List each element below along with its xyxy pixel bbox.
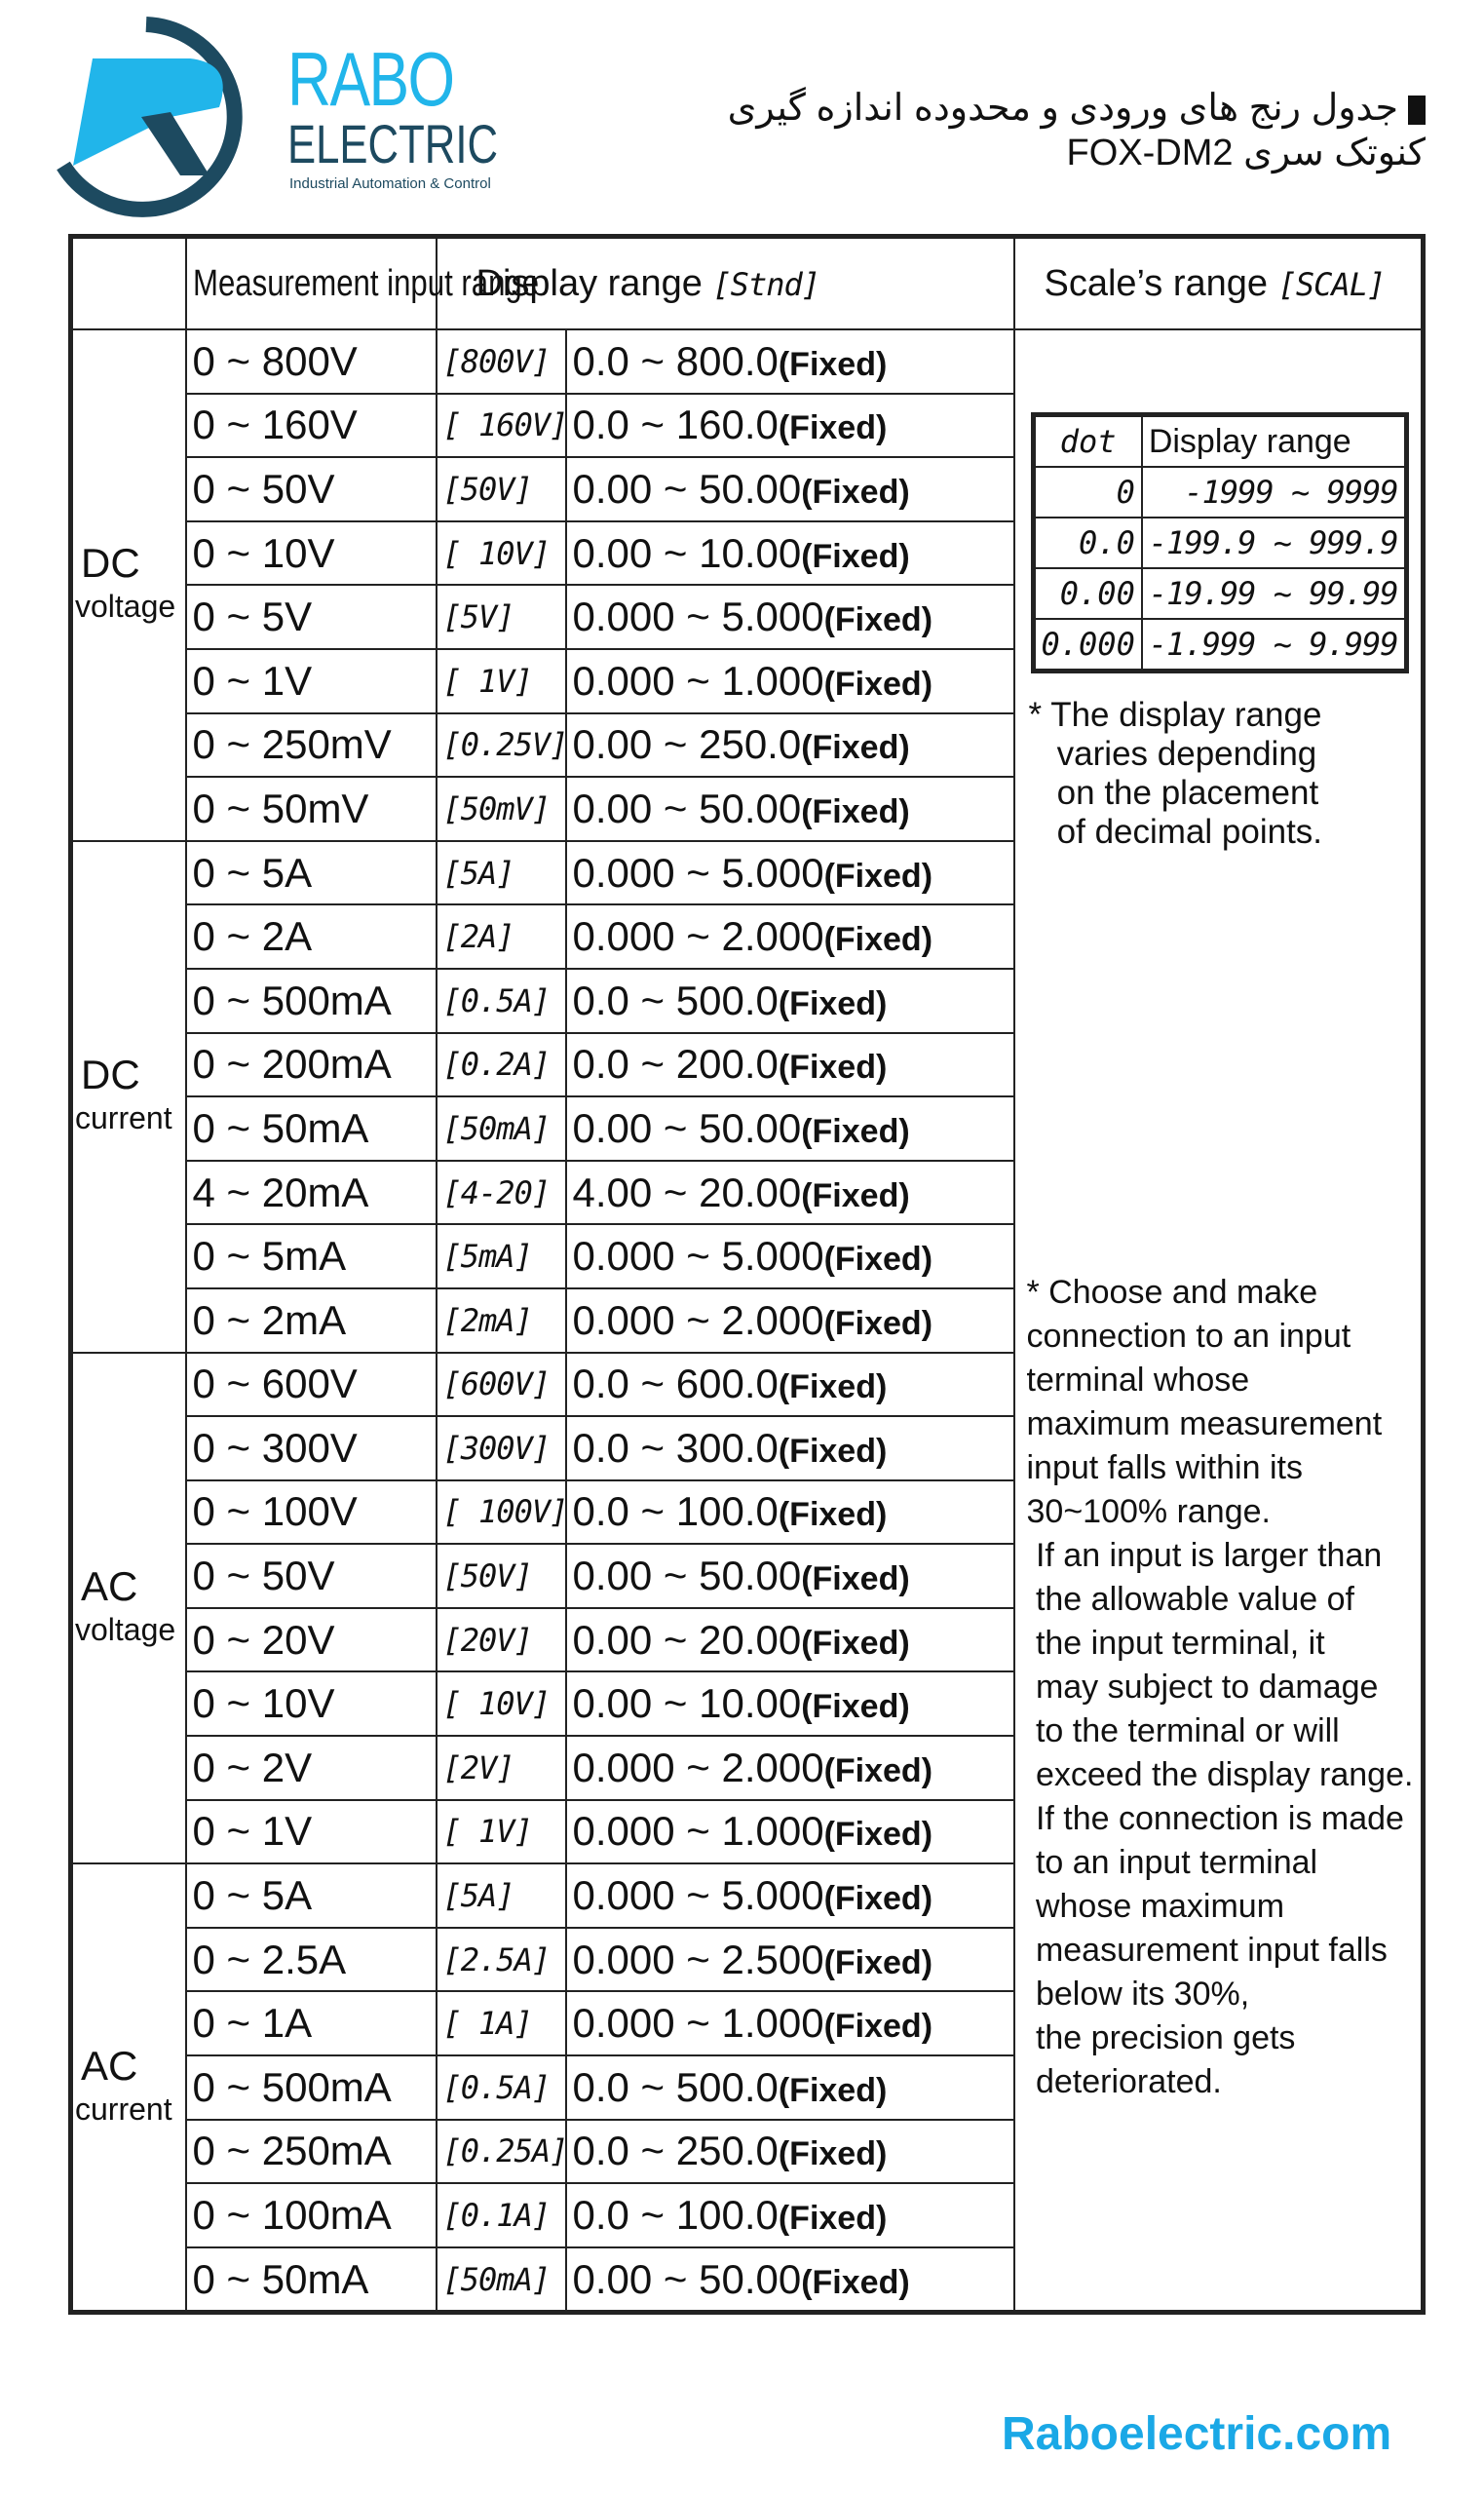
display-range-cell: 0.0 ~ 500.0(Fixed) xyxy=(566,969,1014,1033)
range-code-cell: [0.25A] xyxy=(437,2120,566,2184)
fixed-label: (Fixed) xyxy=(778,984,888,1022)
range-code-cell: [2V] xyxy=(437,1736,566,1800)
input-range-cell: 0 ~ 600V xyxy=(186,1353,437,1417)
page-title xyxy=(728,86,1426,175)
display-range-cell: 0.000 ~ 5.000(Fixed) xyxy=(566,841,1014,905)
input-range-cell: 0 ~ 5V xyxy=(186,585,437,649)
display-range-cell: 0.0 ~ 200.0(Fixed) xyxy=(566,1033,1014,1097)
input-range-cell: 4 ~ 20mA xyxy=(186,1161,437,1225)
range-code-cell: [ 10V] xyxy=(437,1671,566,1736)
fixed-label: (Fixed) xyxy=(778,1496,888,1534)
group-label: DC voltage xyxy=(71,329,186,841)
range-code-cell: [ 160V] xyxy=(437,394,566,458)
input-range-cell: 0 ~ 50mA xyxy=(186,1096,437,1161)
range-code-cell: [4-20] xyxy=(437,1161,566,1225)
fixed-label: (Fixed) xyxy=(801,1176,910,1214)
display-range-cell: 0.00 ~ 50.00(Fixed) xyxy=(566,777,1014,841)
display-range-cell: 0.00 ~ 10.00(Fixed) xyxy=(566,521,1014,586)
input-range-table xyxy=(68,234,1426,2315)
fixed-label: (Fixed) xyxy=(801,1688,910,1726)
range-code-cell: [600V] xyxy=(437,1353,566,1417)
display-range-cell: 0.000 ~ 2.000(Fixed) xyxy=(566,1288,1014,1353)
input-range-cell: 0 ~ 50mV xyxy=(186,777,437,841)
fixed-label: (Fixed) xyxy=(778,2135,888,2173)
title-line2: کنوتک سری FOX-DM2 xyxy=(1066,133,1426,173)
range-code-cell: [800V] xyxy=(437,329,566,394)
header-input-range: Measurement input range xyxy=(186,237,437,330)
input-range-cell: 0 ~ 2.5A xyxy=(186,1928,437,1992)
range-code-cell: [50V] xyxy=(437,457,566,521)
input-range-cell: 0 ~ 5A xyxy=(186,1863,437,1928)
display-range-cell: 0.00 ~ 250.0(Fixed) xyxy=(566,713,1014,778)
fixed-label: (Fixed) xyxy=(823,1304,933,1342)
display-range-cell: 0.000 ~ 1.000(Fixed) xyxy=(566,1991,1014,2055)
input-range-cell: 0 ~ 160V xyxy=(186,394,437,458)
scale-range-cell xyxy=(1014,329,1424,2313)
fixed-label: (Fixed) xyxy=(823,1816,933,1854)
display-range-cell: 0.00 ~ 50.00(Fixed) xyxy=(566,1096,1014,1161)
input-range-cell: 0 ~ 5mA xyxy=(186,1224,437,1288)
display-range-cell: 0.000 ~ 5.000(Fixed) xyxy=(566,1224,1014,1288)
input-range-cell: 0 ~ 250mA xyxy=(186,2120,437,2184)
range-code-cell: [ 1A] xyxy=(437,1991,566,2055)
range-code-cell: [ 1V] xyxy=(437,1800,566,1864)
range-code-cell: [5A] xyxy=(437,841,566,905)
display-range-cell: 0.0 ~ 800.0(Fixed) xyxy=(566,329,1014,394)
website-link[interactable]: Raboelectric.com xyxy=(1002,2408,1392,2460)
input-range-cell: 0 ~ 800V xyxy=(186,329,437,394)
fixed-label: (Fixed) xyxy=(778,409,888,447)
fixed-label: (Fixed) xyxy=(801,1112,910,1150)
fixed-label: (Fixed) xyxy=(778,345,888,383)
logo-tagline: Industrial Automation & Control xyxy=(289,175,491,192)
display-range-cell: 0.00 ~ 20.00(Fixed) xyxy=(566,1608,1014,1672)
range-code-cell: [5V] xyxy=(437,585,566,649)
input-range-cell: 0 ~ 10V xyxy=(186,521,437,586)
display-range-cell: 0.00 ~ 50.00(Fixed) xyxy=(566,457,1014,521)
fixed-label: (Fixed) xyxy=(778,1368,888,1406)
fixed-label: (Fixed) xyxy=(801,473,910,511)
fixed-label: (Fixed) xyxy=(801,792,910,830)
range-code-cell: [2A] xyxy=(437,904,566,969)
rabo-electric-logo xyxy=(54,19,499,214)
fixed-label: (Fixed) xyxy=(823,601,933,639)
range-code-cell: [50mA] xyxy=(437,1096,566,1161)
range-code-cell: [5A] xyxy=(437,1863,566,1928)
title-line1: جدول رنج های ورودی و محدوده اندازه گیری xyxy=(727,88,1398,129)
range-code-cell: [50V] xyxy=(437,1544,566,1608)
fixed-label: (Fixed) xyxy=(823,2008,933,2046)
range-code-cell: [0.5A] xyxy=(437,969,566,1033)
display-range-cell: 0.000 ~ 5.000(Fixed) xyxy=(566,585,1014,649)
input-range-cell: 0 ~ 50mA xyxy=(186,2247,437,2313)
header-display-range: Display range [Stnd] xyxy=(437,237,1014,330)
display-range-cell: 0.0 ~ 500.0(Fixed) xyxy=(566,2055,1014,2120)
range-code-cell: [0.1A] xyxy=(437,2183,566,2247)
input-range-cell: 0 ~ 100V xyxy=(186,1480,437,1545)
bullet-square-icon xyxy=(1408,96,1426,125)
fixed-label: (Fixed) xyxy=(823,857,933,895)
table-row xyxy=(71,329,1424,394)
input-range-cell: 0 ~ 10V xyxy=(186,1671,437,1736)
fixed-label: (Fixed) xyxy=(801,1624,910,1662)
fixed-label: (Fixed) xyxy=(801,2263,910,2301)
display-range-cell: 0.000 ~ 5.000(Fixed) xyxy=(566,1863,1014,1928)
input-range-cell: 0 ~ 100mA xyxy=(186,2183,437,2247)
display-range-cell: 0.0 ~ 600.0(Fixed) xyxy=(566,1353,1014,1417)
range-code-cell: [2mA] xyxy=(437,1288,566,1353)
display-range-cell: 0.000 ~ 2.000(Fixed) xyxy=(566,904,1014,969)
dot-row: 0 -1999 ~ 9999 xyxy=(1033,467,1406,518)
input-range-cell: 0 ~ 1V xyxy=(186,1800,437,1864)
fixed-label: (Fixed) xyxy=(823,1943,933,1981)
display-range-cell: 0.000 ~ 1.000(Fixed) xyxy=(566,1800,1014,1864)
note-input-terminal: * Choose and make connection to an input terminal whose maximum measurement input falls within its 30~100% range. If an input is larger than the allowable value of the input terminal, it may subject to damage to the terminal or will exceed the display range. If the connection is made to an input terminal whose maximum measurement input falls below its 30%, the precision gets deteriorated. xyxy=(1026,1274,1414,2100)
range-code-cell: [ 10V] xyxy=(437,521,566,586)
fixed-label: (Fixed) xyxy=(801,729,910,767)
input-range-cell: 0 ~ 2A xyxy=(186,904,437,969)
range-code-cell: [2.5A] xyxy=(437,1928,566,1992)
display-range-cell: 0.0 ~ 100.0(Fixed) xyxy=(566,2183,1014,2247)
note-decimal-points: * The display range varies depending on the placement of decimal points. xyxy=(1028,696,1323,851)
dot-row: 0.000 -1.999 ~ 9.999 xyxy=(1033,619,1406,672)
input-range-cell: 0 ~ 300V xyxy=(186,1416,437,1480)
dot-row: 0.00 -19.99 ~ 99.99 xyxy=(1033,568,1406,619)
input-range-cell: 0 ~ 1V xyxy=(186,649,437,713)
group-label: DC current xyxy=(71,841,186,1353)
display-range-cell: 4.00 ~ 20.00(Fixed) xyxy=(566,1161,1014,1225)
display-range-cell: 0.0 ~ 300.0(Fixed) xyxy=(566,1416,1014,1480)
input-range-cell: 0 ~ 5A xyxy=(186,841,437,905)
group-label: AC current xyxy=(71,1863,186,2313)
fixed-label: (Fixed) xyxy=(801,537,910,575)
fixed-label: (Fixed) xyxy=(823,1880,933,1918)
display-range-cell: 0.0 ~ 250.0(Fixed) xyxy=(566,2120,1014,2184)
range-code-cell: [ 100V] xyxy=(437,1480,566,1545)
input-range-cell: 0 ~ 1A xyxy=(186,1991,437,2055)
display-range-cell: 0.0 ~ 160.0(Fixed) xyxy=(566,394,1014,458)
input-range-cell: 0 ~ 50V xyxy=(186,457,437,521)
range-code-cell: [0.5A] xyxy=(437,2055,566,2120)
decimal-point-table: dot Display range 0 -1999 ~ 9999 0.0 -199.9 ~ 999.9 0.00 -19.99 ~ 99.99 0.000 -1.999 ~ 9.999 xyxy=(1031,412,1409,673)
fixed-label: (Fixed) xyxy=(801,1560,910,1598)
input-range-cell: 0 ~ 500mA xyxy=(186,969,437,1033)
fixed-label: (Fixed) xyxy=(823,1751,933,1789)
display-range-cell: 0.000 ~ 2.500(Fixed) xyxy=(566,1928,1014,1992)
input-range-cell: 0 ~ 2V xyxy=(186,1736,437,1800)
range-code-cell: [0.2A] xyxy=(437,1033,566,1097)
range-code-cell: [5mA] xyxy=(437,1224,566,1288)
range-code-cell: [50mA] xyxy=(437,2247,566,2313)
range-code-cell: [50mV] xyxy=(437,777,566,841)
header-scale-range: Scale’s range [SCAL] xyxy=(1014,237,1424,330)
range-code-cell: [0.25V] xyxy=(437,713,566,778)
input-range-cell: 0 ~ 2mA xyxy=(186,1288,437,1353)
display-range-cell: 0.000 ~ 1.000(Fixed) xyxy=(566,649,1014,713)
display-range-cell: 0.00 ~ 50.00(Fixed) xyxy=(566,1544,1014,1608)
range-code-cell: [ 1V] xyxy=(437,649,566,713)
display-range-cell: 0.000 ~ 2.000(Fixed) xyxy=(566,1736,1014,1800)
fixed-label: (Fixed) xyxy=(778,2200,888,2238)
logo-brand-line2: ELECTRIC xyxy=(287,113,499,174)
display-range-cell: 0.0 ~ 100.0(Fixed) xyxy=(566,1480,1014,1545)
dot-row: 0.0 -199.9 ~ 999.9 xyxy=(1033,518,1406,568)
group-label: AC voltage xyxy=(71,1353,186,1864)
display-range-cell: 0.00 ~ 50.00(Fixed) xyxy=(566,2247,1014,2313)
input-range-cell: 0 ~ 20V xyxy=(186,1608,437,1672)
range-code-cell: [300V] xyxy=(437,1416,566,1480)
logo-mark-icon xyxy=(54,19,287,214)
input-range-cell: 0 ~ 500mA xyxy=(186,2055,437,2120)
fixed-label: (Fixed) xyxy=(823,665,933,703)
display-range-cell: 0.00 ~ 10.00(Fixed) xyxy=(566,1671,1014,1736)
input-range-cell: 0 ~ 50V xyxy=(186,1544,437,1608)
fixed-label: (Fixed) xyxy=(823,1241,933,1279)
logo-brand-line1: RABO xyxy=(287,36,454,122)
fixed-label: (Fixed) xyxy=(823,921,933,959)
header-group xyxy=(71,237,186,330)
input-range-cell: 0 ~ 200mA xyxy=(186,1033,437,1097)
fixed-label: (Fixed) xyxy=(778,2071,888,2109)
range-code-cell: [20V] xyxy=(437,1608,566,1672)
fixed-label: (Fixed) xyxy=(778,1049,888,1087)
input-range-cell: 0 ~ 250mV xyxy=(186,713,437,778)
fixed-label: (Fixed) xyxy=(778,1432,888,1470)
